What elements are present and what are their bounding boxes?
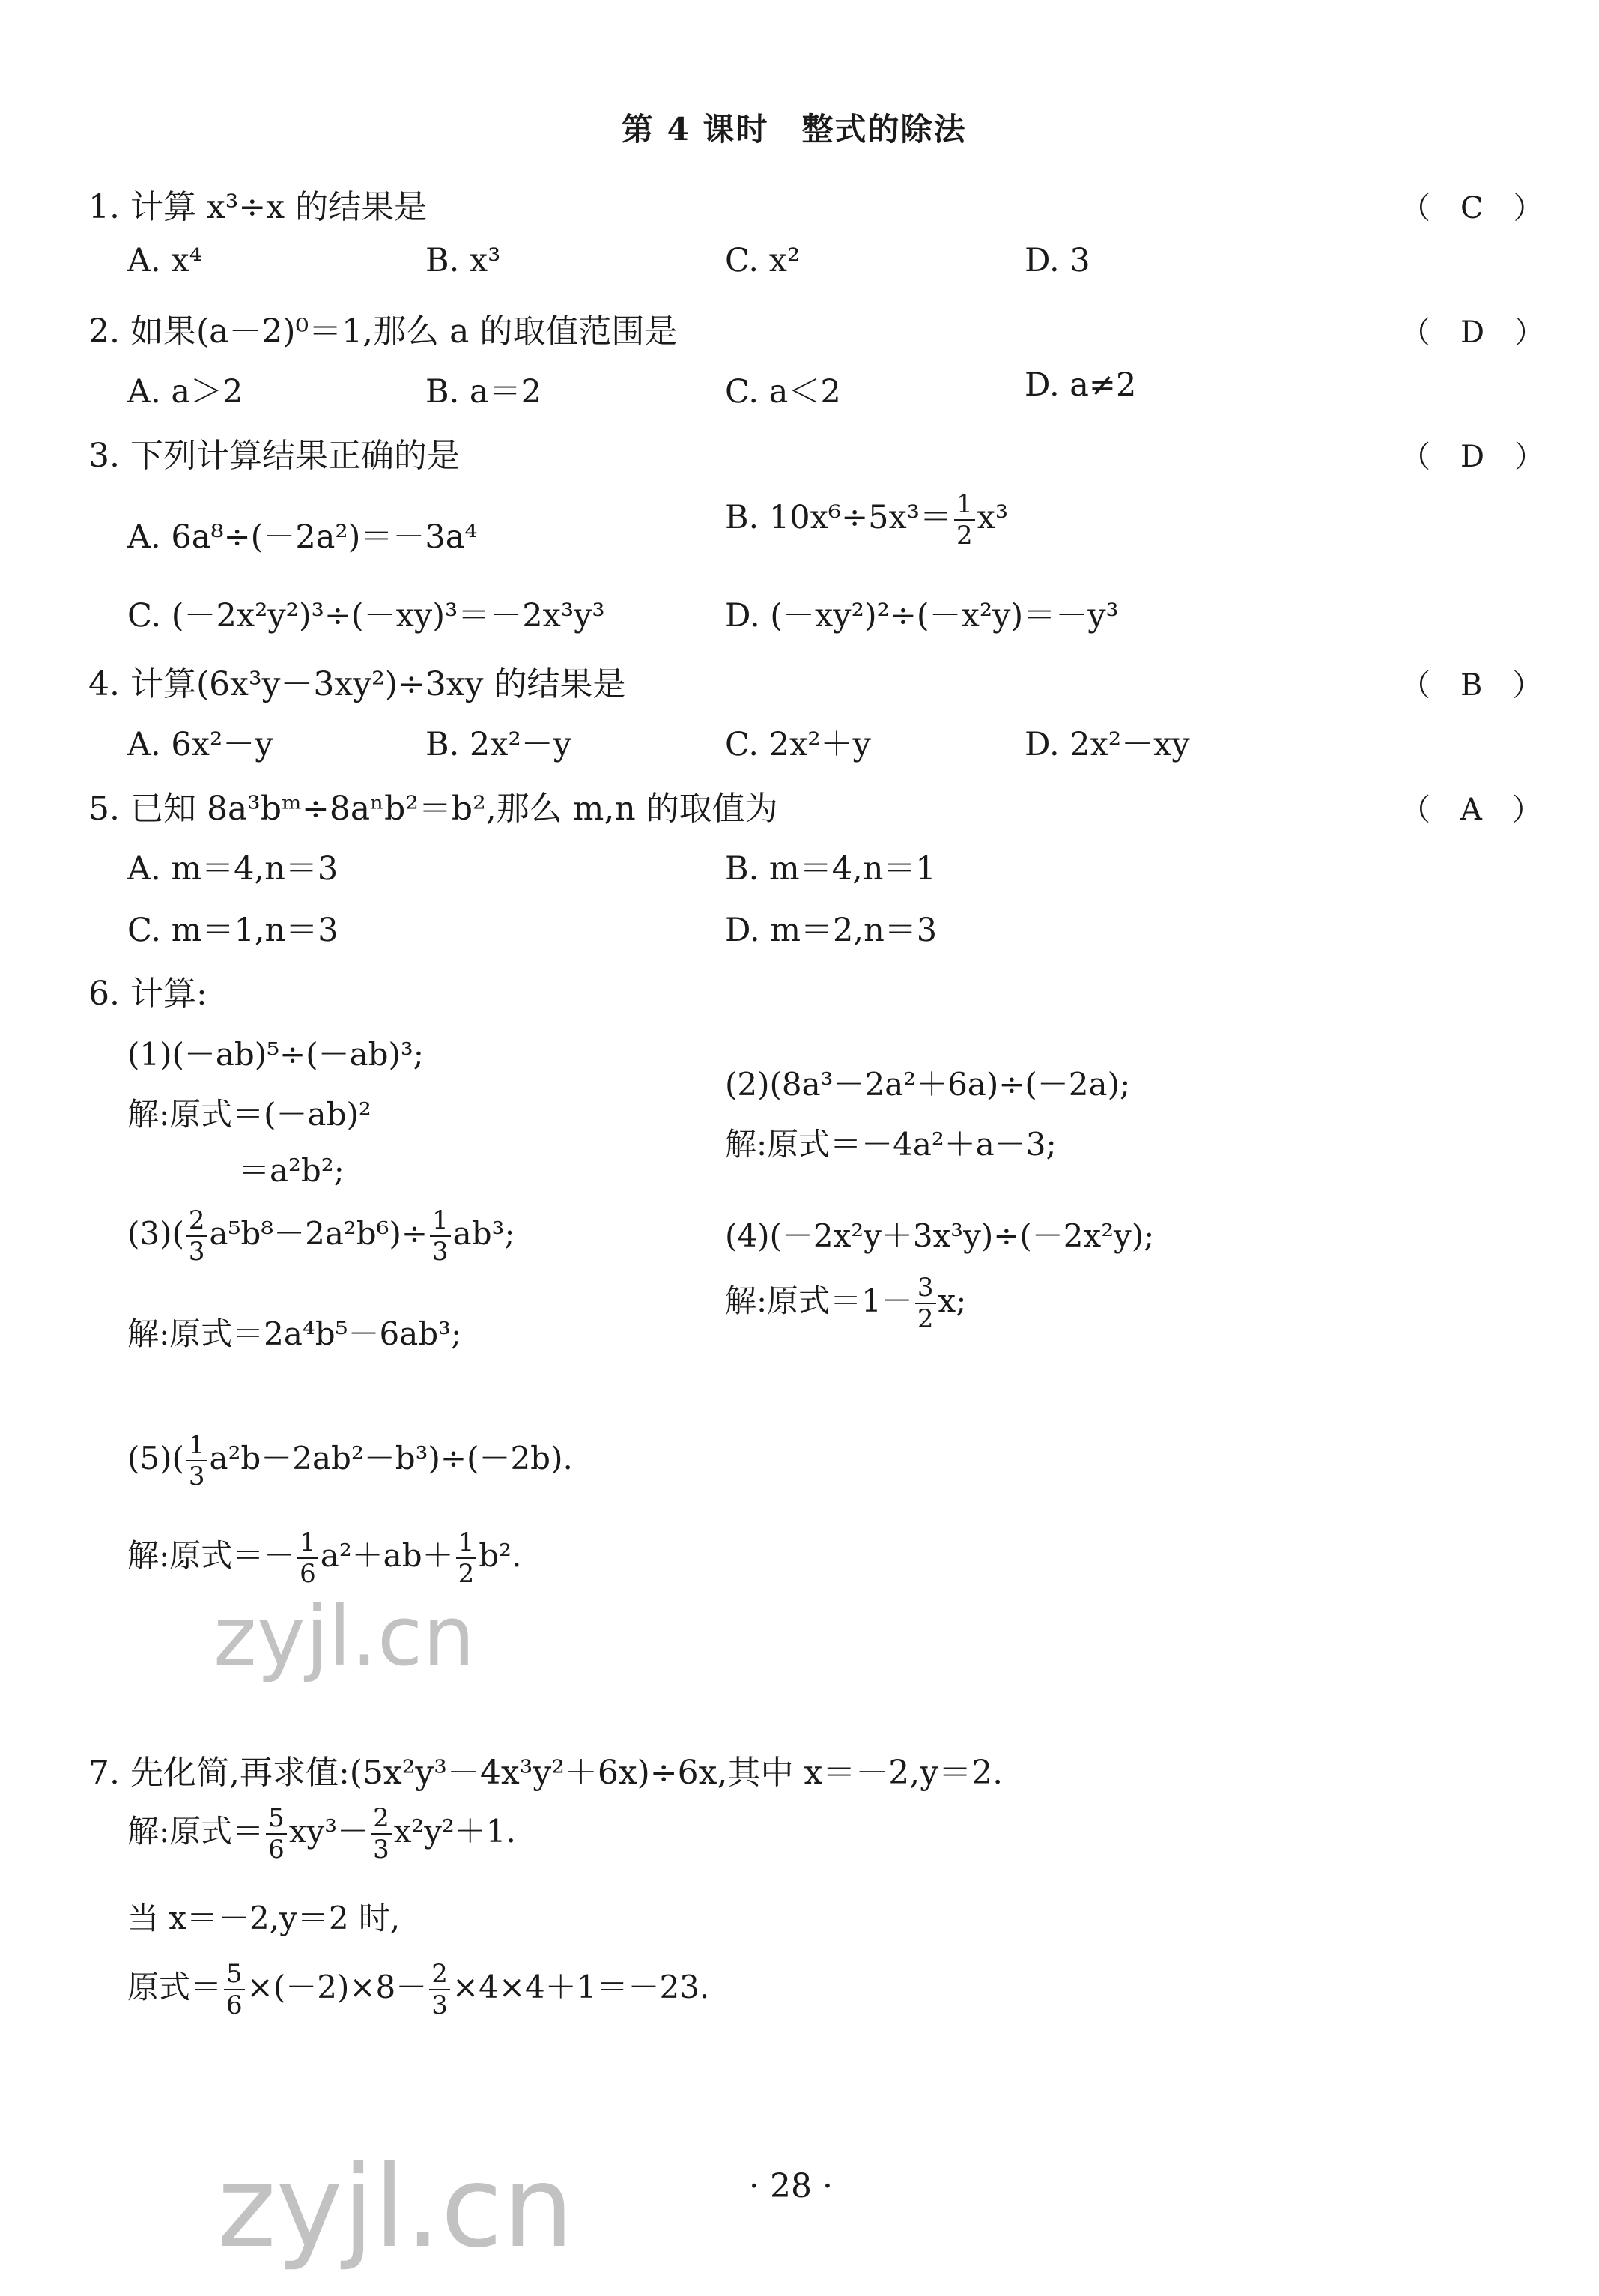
fraction: $\frac{1}{3}$	[186, 1432, 207, 1489]
question-5-stem: 5. 已知 8a³bᵐ÷8aⁿb²＝b²,那么 m,n 的取值为	[88, 790, 778, 828]
q6-part-4: (4)(－2x²y＋3x³y)÷(－2x²y);	[725, 1217, 1155, 1254]
question-3-stem: 3. 下列计算结果正确的是	[88, 437, 460, 475]
question-1-answer: （ C ）	[1401, 191, 1544, 225]
question-1-stem: 1. 计算 x³÷x 的结果是	[88, 188, 428, 226]
fraction: $\frac{1}{6}$	[297, 1530, 318, 1587]
q2-option-d: D. a≠2	[1025, 366, 1137, 404]
q3-option-c: C. (－2x²y²)³÷(－xy)³＝－2x³y³	[127, 597, 605, 634]
fraction: $\frac{2}{3}$	[429, 1961, 450, 2018]
q6-part-5: (5)( $\frac{1}{3}$ a²b－2ab²－b³)÷(－2b).	[127, 1430, 573, 1491]
q3-option-b: B. 10x⁶÷5x³＝ $\frac{1}{2}$ x³	[725, 489, 1009, 551]
q4-option-b: B. 2x²－y	[425, 726, 572, 763]
question-5-answer: （ A ）	[1401, 793, 1542, 827]
fraction: $\frac{2}{3}$	[186, 1208, 207, 1264]
q2-option-a: A. a＞2	[127, 373, 243, 411]
q2-option-c: C. a＜2	[725, 373, 841, 411]
question-7-stem: 7. 先化简,再求值:(5x²y³－4x³y²＋6x)÷6x,其中 x＝－2,y＝2.	[88, 1754, 1004, 1792]
q5-option-d: D. m＝2,n＝3	[725, 912, 938, 949]
q3-option-d: D. (－xy²)²÷(－x²y)＝－y³	[725, 597, 1119, 634]
q6-part-4-solution: 解:原式＝1－ $\frac{3}{2}$ x;	[725, 1273, 967, 1334]
q1-option-d: D. 3	[1025, 242, 1090, 279]
question-2-stem: 2. 如果(a－2)⁰＝1,那么 a 的取值范围是	[88, 312, 678, 351]
q4-option-d: D. 2x²－xy	[1025, 726, 1190, 763]
watermark-logo: zyjl.cn	[213, 1588, 476, 1684]
q1-option-a: A. x⁴	[127, 242, 202, 279]
page-title: 第 4 课时 整式的除法	[622, 111, 967, 148]
fraction: $\frac{5}{6}$	[266, 1805, 287, 1862]
question-4-stem: 4. 计算(6x³y－3xy²)÷3xy 的结果是	[88, 665, 626, 703]
q1-option-b: B. x³	[425, 242, 501, 279]
q3-option-a: A. 6a⁸÷(－2a²)＝－3a⁴	[127, 518, 478, 556]
fraction: $\frac{1}{2}$	[456, 1530, 477, 1587]
q5-option-c: C. m＝1,n＝3	[127, 912, 339, 949]
page-number: · 28 ·	[749, 2167, 833, 2205]
q6-part-3-solution: 解:原式＝2a⁴b⁵－6ab³;	[127, 1315, 462, 1352]
q4-option-a: A. 6x²－y	[127, 726, 273, 763]
q7-solution-line-3: 原式＝ $\frac{5}{6}$ ×(－2)×8－ $\frac{2}{3}$ ×4×4＋1＝－23.	[127, 1959, 710, 2020]
q6-part-2: (2)(8a³－2a²＋6a)÷(－2a);	[725, 1066, 1131, 1103]
question-4-answer: （ B ）	[1401, 668, 1543, 703]
q1-option-c: C. x²	[725, 242, 801, 279]
q6-part-5-solution: 解:原式＝－ $\frac{1}{6}$ a²＋ab＋ $\frac{1}{2}$ b².	[127, 1527, 522, 1589]
q7-solution-line-1: 解:原式＝ $\frac{5}{6}$ xy³－ $\frac{2}{3}$ x²y²＋1.	[127, 1803, 516, 1865]
q6-part-2-solution: 解:原式＝－4a²＋a－3;	[725, 1126, 1057, 1163]
fraction: $\frac{5}{6}$	[224, 1961, 245, 2018]
question-6-stem: 6. 计算:	[88, 975, 207, 1013]
q6-part-3: (3)( $\frac{2}{3}$ a⁵b⁸－2a²b⁶)÷ $\frac{1}{3}$ ab³;	[127, 1205, 515, 1267]
q5-option-a: A. m＝4,n＝3	[127, 850, 339, 888]
watermark-logo: zyjl.cn	[217, 2142, 574, 2273]
q6-part-1-solution-line-2: ＝a²b²;	[238, 1152, 345, 1189]
fraction: $\frac{1}{2}$	[954, 491, 975, 548]
q2-option-b: B. a＝2	[425, 373, 541, 411]
q6-part-1-solution-line-1: 解:原式＝(－ab)²	[127, 1096, 371, 1133]
question-3-answer: （ D ）	[1401, 440, 1545, 474]
fraction: $\frac{1}{3}$	[430, 1208, 451, 1264]
q4-option-c: C. 2x²＋y	[725, 726, 871, 763]
question-2-answer: （ D ）	[1401, 315, 1545, 350]
q7-solution-line-2: 当 x＝－2,y＝2 时,	[127, 1900, 401, 1936]
fraction: $\frac{3}{2}$	[915, 1275, 936, 1332]
q6-part-1: (1)(－ab)⁵÷(－ab)³;	[127, 1036, 424, 1073]
fraction: $\frac{2}{3}$	[371, 1805, 392, 1862]
q5-option-b: B. m＝4,n＝1	[725, 850, 936, 888]
